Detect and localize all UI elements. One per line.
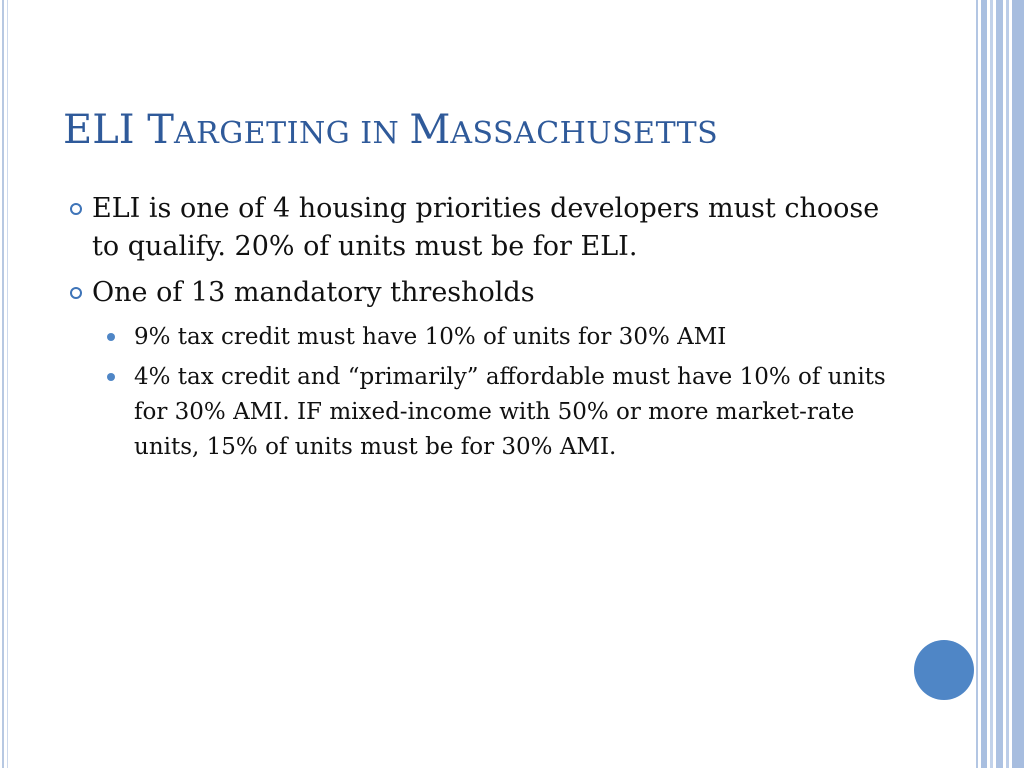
right-stripe xyxy=(981,0,987,768)
left-border-line xyxy=(2,0,4,768)
title-part: ELI xyxy=(63,107,148,153)
left-border-line-inner xyxy=(7,0,8,768)
bullet-item xyxy=(70,190,900,266)
bullet-dot-icon xyxy=(107,333,115,341)
right-stripe xyxy=(1012,0,1024,768)
title-part: ASSACHUSETTS xyxy=(450,116,719,151)
sub-bullet-text: 9% tax credit must have 10% of units for 30% AMI xyxy=(134,324,727,350)
right-stripe xyxy=(1006,0,1009,768)
bullet-text: One of 13 mandatory thresholds xyxy=(92,277,535,308)
sub-bullet-item xyxy=(134,320,900,355)
title-part: M xyxy=(409,107,451,153)
title-part: T xyxy=(147,107,174,153)
title-part: ARGETING IN xyxy=(173,116,410,151)
right-stripe xyxy=(976,0,978,768)
bullet-ring-icon xyxy=(70,203,82,215)
slide-body xyxy=(70,190,900,470)
slide-title xyxy=(63,104,718,160)
right-stripe xyxy=(996,0,1003,768)
right-stripe xyxy=(990,0,993,768)
sub-bullet-text: 4% tax credit and “primarily” affordable must have 10% of units for 30% AMI. IF mixed-income with 50% or more market-rate units, 15% of units must be for 30% AMI. xyxy=(134,364,886,460)
bullet-item xyxy=(70,274,900,312)
sub-bullet-item xyxy=(134,360,900,465)
bullet-dot-icon xyxy=(107,373,115,381)
bullet-text: ELI is one of 4 housing priorities developers must choose to qualify. 20% of units must be for ELI. xyxy=(92,193,880,262)
decorative-circle xyxy=(914,640,974,700)
bullet-ring-icon xyxy=(70,287,82,299)
